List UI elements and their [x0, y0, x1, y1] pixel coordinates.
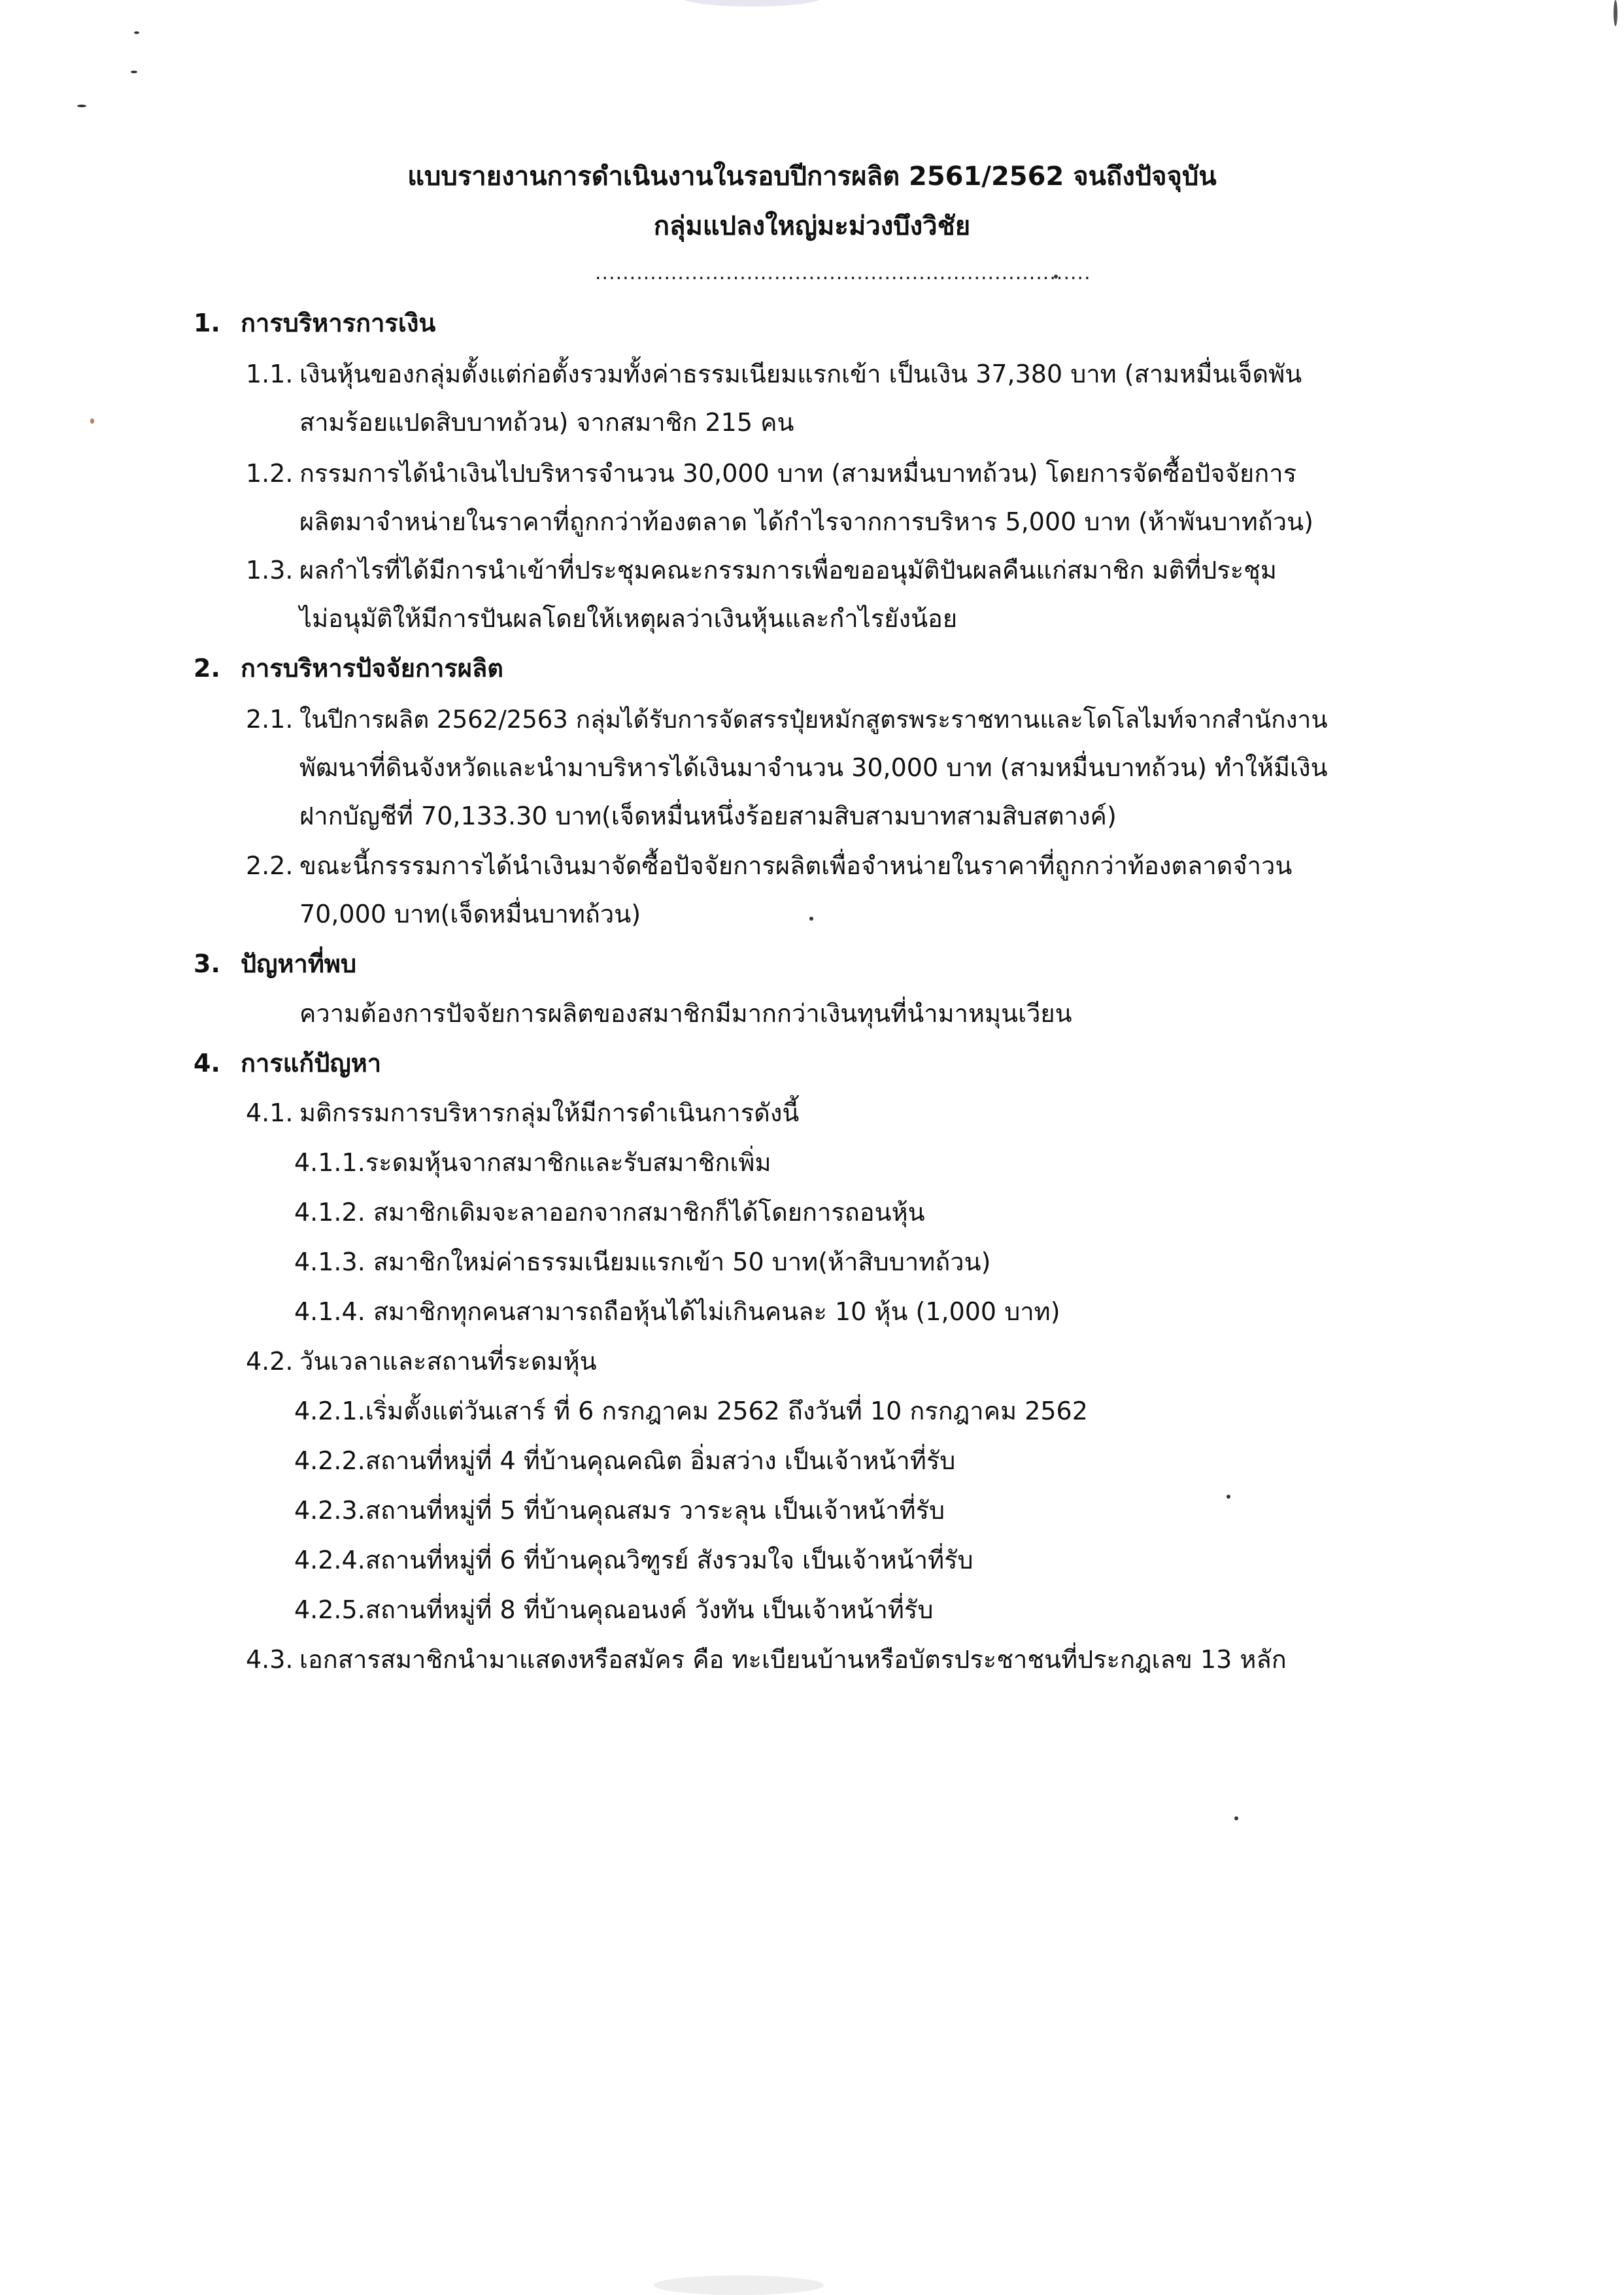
item-number: 2.1.	[246, 705, 294, 734]
section-title: การบริหารการเงิน	[241, 309, 436, 337]
section-3-text: ความต้องการปัจจัยการผลิตของสมาชิกมีมากกว่าเงินทุนที่นำมาหมุนเวียน	[299, 999, 1072, 1028]
item-2-1-cont: พัฒนาที่ดินจังหวัดและนำมาบริหารได้เงินมาจำนวน 30,000 บาท (สามหมื่นบาทถ้วน) ทำให้มีเงิน	[299, 753, 1328, 782]
section-number: 4.	[194, 1049, 220, 1078]
scan-speck	[131, 71, 137, 73]
section-number: 1.	[194, 309, 220, 337]
item-4-2	[246, 1342, 597, 1381]
sub-item-4-2-5: 4.2.5.สถานที่หมู่ที่ 8 ที่บ้านคุณอนงค์ วังทัน เป็นเจ้าหน้าที่รับ	[294, 1595, 934, 1624]
section-title: ปัญหาที่พบ	[241, 949, 357, 978]
item-4-1	[246, 1093, 799, 1132]
item-text: วันเวลาและสถานที่ระดมหุ้น	[299, 1347, 597, 1376]
title-separator: ........................................................................	[595, 262, 1091, 284]
scan-speck	[1614, 0, 1617, 26]
sub-item-4-1-4: 4.1.4. สมาชิกทุกคนสามารถถือหุ้นได้ไม่เกินคนละ 10 หุ้น (1,000 บาท)	[294, 1297, 1060, 1326]
item-number: 2.2.	[246, 851, 294, 880]
item-number: 4.2.	[246, 1347, 294, 1376]
item-1-2	[246, 454, 1296, 493]
section-number: 2.	[194, 654, 220, 683]
scan-speck	[134, 31, 139, 34]
section-2-heading	[194, 649, 503, 688]
section-4-heading	[194, 1044, 381, 1083]
item-number: 4.3.	[246, 1645, 294, 1674]
report-title: แบบรายงานการดำเนินงานในรอบปีการผลิต 2561/2562 จนถึงปัจจุบัน	[407, 162, 1217, 192]
item-2-1	[246, 700, 1328, 740]
sub-item-4-1-1: 4.1.1.ระดมหุ้นจากสมาชิกและรับสมาชิกเพิ่ม	[294, 1148, 771, 1177]
section-title: การแก้ปัญหา	[241, 1049, 382, 1078]
item-2-1-cont: ฝากบัญชีที่ 70,133.30 บาท(เจ็ดหมื่นหนึ่งร้อยสามสิบสามบาทสามสิบสตางค์)	[299, 802, 1117, 830]
item-text: ในปีการผลิต 2562/2563 กลุ่มได้รับการจัดสรรปุ๋ยหมักสูตรพระราชทานและโดโลไมท์จากสำนักงาน	[299, 706, 1328, 734]
sub-item-4-2-4: 4.2.4.สถานที่หมู่ที่ 6 ที่บ้านคุณวิฑูรย์ สังรวมใจ เป็นเจ้าหน้าที่รับ	[294, 1546, 973, 1574]
sub-item-4-1-3: 4.1.3. สมาชิกใหม่ค่าธรรมเนียมแรกเข้า 50 บาท(ห้าสิบบาทถ้วน)	[294, 1248, 991, 1276]
item-text: มติกรรมการบริหารกลุ่มให้มีการดำเนินการดังนี้	[299, 1098, 800, 1127]
item-text: เงินหุ้นของกลุ่มตั้งแต่ก่อตั้งรวมทั้งค่าธรรมเนียมแรกเข้า เป็นเงิน 37,380 บาท (สามหมื่นเจ็ดพัน	[299, 360, 1302, 388]
item-4-3	[246, 1640, 1287, 1679]
item-2-2-cont: 70,000 บาท(เจ็ดหมื่นบาทถ้วน)	[299, 900, 641, 928]
sub-item-4-2-1: 4.2.1.เริ่มตั้งแต่วันเสาร์ ที่ 6 กรกฎาคม 2562 ถึงวันที่ 10 กรกฎาคม 2562	[294, 1397, 1088, 1425]
sub-item-4-2-2: 4.2.2.สถานที่หมู่ที่ 4 ที่บ้านคุณคณิต อิ่มสว่าง เป็นเจ้าหน้าที่รับ	[294, 1446, 956, 1475]
item-1-1-cont: สามร้อยแปดสิบบาทถ้วน) จากสมาชิก 215 คน	[299, 408, 794, 437]
item-text: ผลกำไรที่ได้มีการนำเข้าที่ประชุมคณะกรรมการเพื่อขออนุมัติปันผลคืนแก่สมาชิก มติที่ประชุม	[299, 556, 1277, 585]
item-1-3	[246, 551, 1277, 590]
item-text: เอกสารสมาชิกนำมาแสดงหรือสมัคร คือ ทะเบียนบ้านหรือบัตรประชาชนที่ประกฎเลข 13 หลัก	[299, 1645, 1287, 1674]
sub-item-4-1-2: 4.1.2. สมาชิกเดิมจะลาออกจากสมาชิกก็ได้โดยการถอนหุ้น	[294, 1198, 925, 1227]
section-1-heading	[194, 303, 435, 343]
item-number: 4.1.	[246, 1098, 294, 1127]
item-number: 1.3.	[246, 556, 294, 585]
scan-speck	[77, 105, 86, 107]
scan-speck	[90, 418, 94, 424]
item-1-2-cont: ผลิตมาจำหน่ายในราคาที่ถูกกว่าท้องตลาด ได้กำไรจากการบริหาร 5,000 บาท (ห้าพันบาทถ้วน)	[299, 507, 1313, 536]
section-title: การบริหารปัจจัยการผลิต	[241, 654, 503, 683]
scan-smudge-bottom	[654, 2275, 824, 2295]
sub-item-4-2-3: 4.2.3.สถานที่หมู่ที่ 5 ที่บ้านคุณสมร วาระลุน เป็นเจ้าหน้าที่รับ	[294, 1496, 945, 1525]
section-number: 3.	[194, 949, 220, 978]
section-3-heading	[194, 944, 356, 983]
item-text: ขณะนี้กรรรมการได้นำเงินมาจัดซื้อปัจจัยการผลิตเพื่อจำหน่ายในราคาที่ถูกกว่าท้องตลาดจำวน	[299, 851, 1293, 880]
scan-speck	[1234, 1816, 1238, 1820]
group-name: กลุ่มแปลงใหญ่มะม่วงบึงวิชัย	[653, 211, 971, 241]
item-number: 1.2.	[246, 459, 294, 488]
scan-smudge-top	[680, 0, 824, 7]
scan-speck	[1226, 1495, 1230, 1499]
item-text: กรรมการได้นำเงินไปบริหารจำนวน 30,000 บาท (สามหมื่นบาทถ้วน) โดยการจัดซื้อปัจจัยการ	[299, 459, 1296, 488]
item-2-2	[246, 846, 1292, 885]
scan-speck	[809, 917, 813, 921]
item-number: 1.1.	[246, 360, 294, 388]
item-1-1	[246, 354, 1302, 394]
item-1-3-cont: ไม่อนุมัติให้มีการปันผลโดยให้เหตุผลว่าเงินหุ้นและกำไรยังน้อย	[299, 604, 958, 633]
